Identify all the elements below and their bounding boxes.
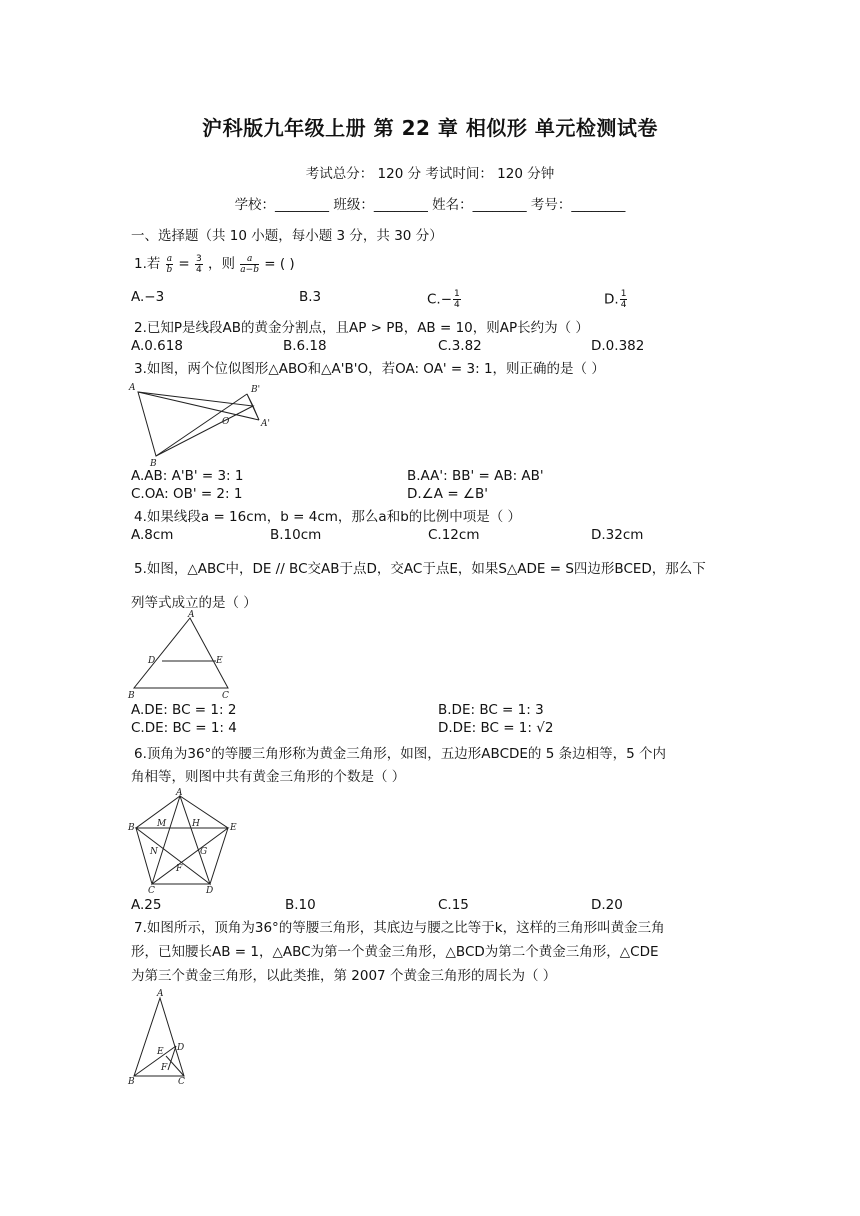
q1-option-d-fraction (620, 289, 628, 310)
q5-option-c: C.DE: BC = 1: 4 (131, 720, 237, 736)
q4-option-c: C.12cm (428, 527, 480, 543)
question-5-stem-line1: 5.如图，△ABC中，DE // BC交AB于点D，交AC于点E，如果S△ADE = S四边形BCED，那么下 (134, 561, 706, 577)
q1-frac-a-num: a (166, 253, 173, 264)
question-5-stem-line2: 列等式成立的是（ ） (131, 595, 257, 611)
question-7-stem-line3: 为第三个黄金三角形，以此类推，第 2007 个黄金三角形的周长为（ ） (131, 968, 557, 984)
question-1-stem (134, 252, 295, 275)
q4-option-a: A.8cm (131, 527, 174, 543)
student-info: 学校：________ 班级：________ 姓名：________ 考号：________ (234, 197, 626, 213)
q1-opt-d-den: 4 (620, 300, 627, 310)
q1-option-c-prefix: C.− (427, 291, 453, 308)
q6-label-b: B (128, 823, 135, 833)
q7-label-e: E (157, 1047, 164, 1057)
q6-label-d: D (206, 886, 214, 894)
q7-label-a: A (157, 989, 164, 999)
q3-option-a: A.AB: A'B' = 3: 1 (131, 468, 244, 484)
q1-opt-d-num: 1 (620, 289, 627, 299)
q6-label-a: A (176, 788, 183, 798)
q5-option-d: D.DE: BC = 1: √2 (438, 720, 554, 736)
q1-frac-b-den: 4 (195, 264, 202, 275)
q3-triangle-a1b1o (247, 394, 259, 420)
q6-figure-pentagon (126, 786, 241, 894)
q5-label-b: B (128, 691, 135, 700)
q1-frac-a-den: b (166, 264, 173, 275)
q1-option-c (427, 289, 462, 310)
q2-option-d: D.0.382 (591, 338, 645, 354)
q5-figure-triangle (126, 610, 236, 700)
q7-label-c: C (178, 1077, 185, 1087)
q7-label-b: B (128, 1077, 135, 1087)
q5-triangle-abc (134, 618, 228, 688)
question-4-stem: 4.如果线段a = 16cm，b = 4cm，那么a和b的比例中项是（ ） (134, 509, 522, 525)
q3-option-d: D.∠A = ∠B' (407, 486, 488, 502)
q1-opt-c-den: 4 (454, 300, 460, 310)
q1-prefix: 1.若 (134, 256, 161, 272)
q3-line-b-b1 (156, 394, 247, 456)
q1-frac-c-den: a−b (240, 264, 259, 275)
q6-label-m: M (157, 819, 167, 829)
q5-label-e: E (216, 656, 223, 666)
q7-label-d: D (177, 1043, 185, 1053)
q1-opt-c-num: 1 (454, 289, 460, 299)
q3-label-a: A (129, 383, 136, 393)
q6-option-b: B.10 (285, 897, 316, 913)
q1-frac-c-num: a (240, 254, 259, 265)
page-title: 沪科版九年级上册 第 22 章 相似形 单元检测试卷 (202, 116, 658, 140)
q5-option-b: B.DE: BC = 1: 3 (438, 702, 544, 718)
q6-option-a: A.25 (131, 897, 162, 913)
question-7-stem-line1: 7.如图所示，顶角为36°的等腰三角形，其底边与腰之比等于k，这样的三角形叫黄金三角 (134, 920, 665, 936)
q3-option-b: B.AA': BB' = AB: AB' (407, 468, 544, 484)
q1-option-a: A.−3 (131, 289, 165, 305)
q6-option-c: C.15 (438, 897, 469, 913)
q6-label-e: E (230, 823, 237, 833)
q6-label-h: H (192, 819, 200, 829)
q3-label-a-prime: A' (261, 419, 270, 429)
q7-figure-golden-triangles (126, 986, 196, 1090)
q1-eq1: = (178, 256, 190, 272)
q3-option-c: C.OA: OB' = 2: 1 (131, 486, 243, 502)
q1-fraction-a-over-b (166, 254, 173, 275)
q7-segment-bd (134, 1046, 176, 1076)
q3-label-b: B (150, 459, 157, 466)
q1-option-d (604, 289, 628, 310)
q6-label-c: C (148, 886, 155, 894)
q1-fraction-a-over-a-minus-b (240, 254, 259, 275)
q1-option-b: B.3 (299, 289, 322, 305)
q4-option-d: D.32cm (591, 527, 644, 543)
q3-figure-similar-triangles (126, 380, 276, 466)
q6-label-g: G (200, 847, 208, 857)
question-6-stem-line2: 角相等，则图中共有黄金三角形的个数是（ ） (131, 769, 406, 785)
q1-eq2: = ( ) (264, 256, 295, 272)
question-2-stem: 2.已知P是线段AB的黄金分割点，且AP > PB，AB = 10，则AP长约为（ ） (134, 320, 589, 336)
q5-label-c: C (222, 691, 229, 700)
q5-label-d: D (148, 656, 156, 666)
q6-option-d: D.20 (591, 897, 623, 913)
q2-option-a: A.0.618 (131, 338, 183, 354)
question-7-stem-line2: 形，已知腰长AB = 1，△ABC为第一个黄金三角形，△BCD为第二个黄金三角形，△CDE (131, 944, 659, 960)
exam-info: 考试总分： 120 分 考试时间： 120 分钟 (305, 166, 555, 182)
q3-line-a-a1 (138, 392, 259, 420)
q7-triangle-abc (134, 998, 184, 1076)
q3-label-b-prime: B' (251, 385, 261, 395)
q1-option-d-prefix: D. (604, 291, 619, 308)
q6-label-f: F (176, 864, 183, 874)
question-6-stem-line1: 6.顶角为36°的等腰三角形称为黄金三角形，如图，五边形ABCDE的 5 条边相等，5 个内 (134, 746, 666, 762)
q1-frac-b-num: 3 (195, 253, 202, 264)
section-heading: 一、选择题（共 10 小题，每小题 3 分，共 30 分） (131, 228, 443, 244)
question-3-stem: 3.如图，两个位似图形△ABO和△A'B'O，若OA: OA' = 3: 1，则正确的是（ ） (134, 361, 605, 377)
q6-label-n: N (150, 847, 158, 857)
q5-option-a: A.DE: BC = 1: 2 (131, 702, 237, 718)
q3-label-o: O (222, 417, 230, 427)
q2-option-b: B.6.18 (283, 338, 327, 354)
q1-fraction-3-over-4 (195, 254, 203, 275)
q4-option-b: B.10cm (270, 527, 322, 543)
q7-label-f: F (161, 1063, 168, 1073)
q1-mid: ，则 (208, 256, 235, 272)
q1-option-c-fraction (453, 289, 461, 310)
q5-label-a: A (188, 610, 195, 620)
q2-option-c: C.3.82 (438, 338, 482, 354)
